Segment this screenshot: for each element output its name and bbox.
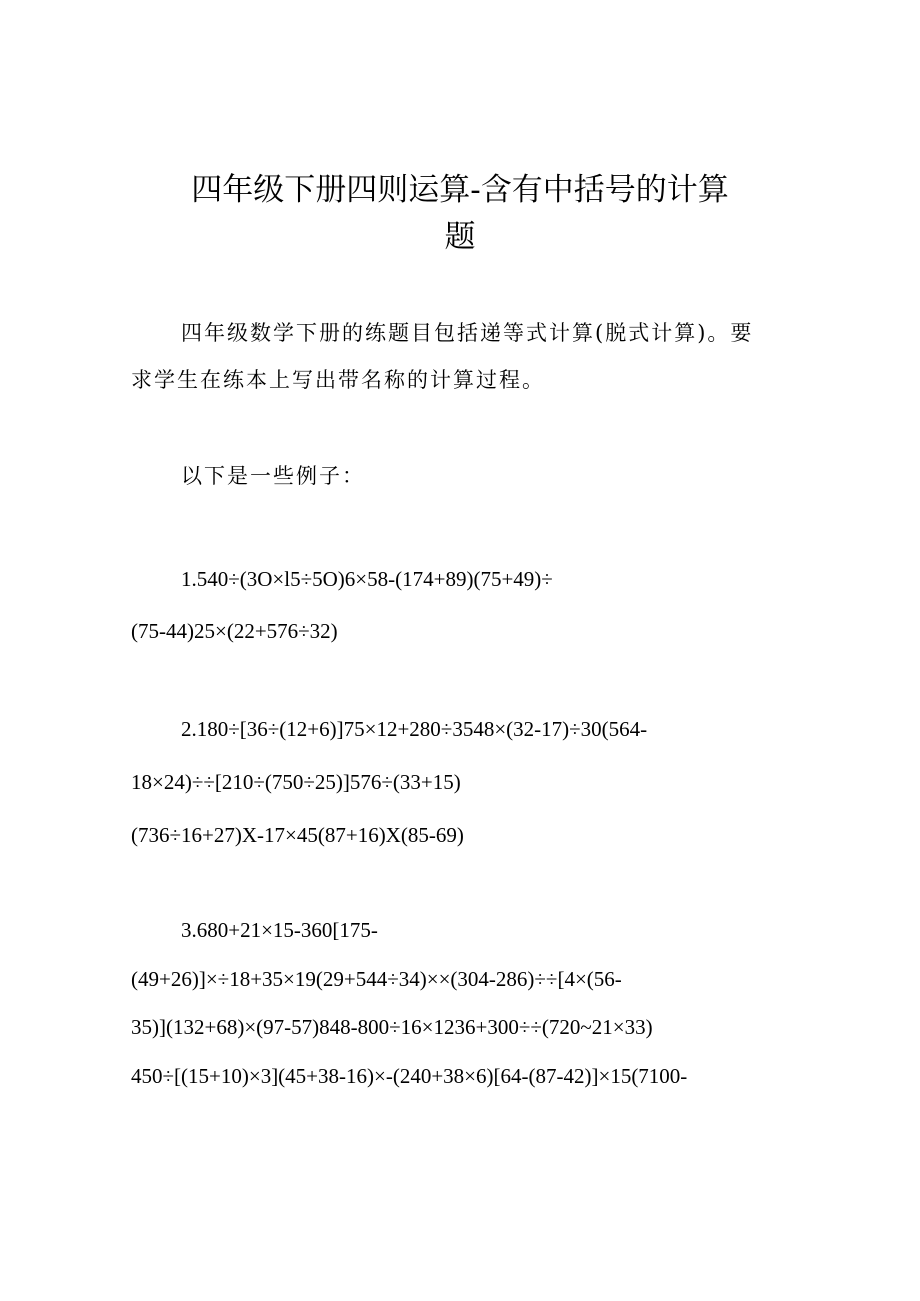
- example-3-line-2: (49+26)]×÷18+35×19(29+544÷34)××(304-286)÷÷[4×(56-: [131, 967, 622, 991]
- example-3-line-1: 3.680+21×15-360[175-: [181, 918, 378, 942]
- example-3-line-3: 35)](132+68)×(97-57)848-800÷16×1236+300÷÷(720~21×33): [131, 1015, 653, 1039]
- example-2-line-1: 2.180÷[36÷(12+6)]75×12+280÷3548×(32-17)÷30(564-: [181, 717, 648, 741]
- example-2-line-2: 18×24)÷÷[210÷(750÷25)]576÷(33+15): [131, 770, 461, 794]
- intro-line-1: 四年级数学下册的练题目包括递等式计算(脱式计算)。要: [181, 321, 754, 345]
- document-title-line-1: 四年级下册四则运算-含有中括号的计算: [191, 172, 729, 208]
- example-1-line-1: 1.540÷(3O×l5÷5O)6×58-(174+89)(75+49)÷: [181, 567, 553, 591]
- examples-intro: 以下是一些例子：: [181, 464, 365, 488]
- intro-line-2: 求学生在练本上写出带名称的计算过程。: [131, 368, 545, 392]
- example-3-line-4: 450÷[(15+10)×3](45+38-16)×-(240+38×6)[64-(87-42)]×15(7100-: [131, 1064, 688, 1088]
- example-2-line-3: (736÷16+27)X-17×45(87+16)X(85-69): [131, 823, 464, 847]
- document-title-line-2: 题: [444, 219, 476, 255]
- example-1-line-2: (75-44)25×(22+576÷32): [131, 619, 338, 643]
